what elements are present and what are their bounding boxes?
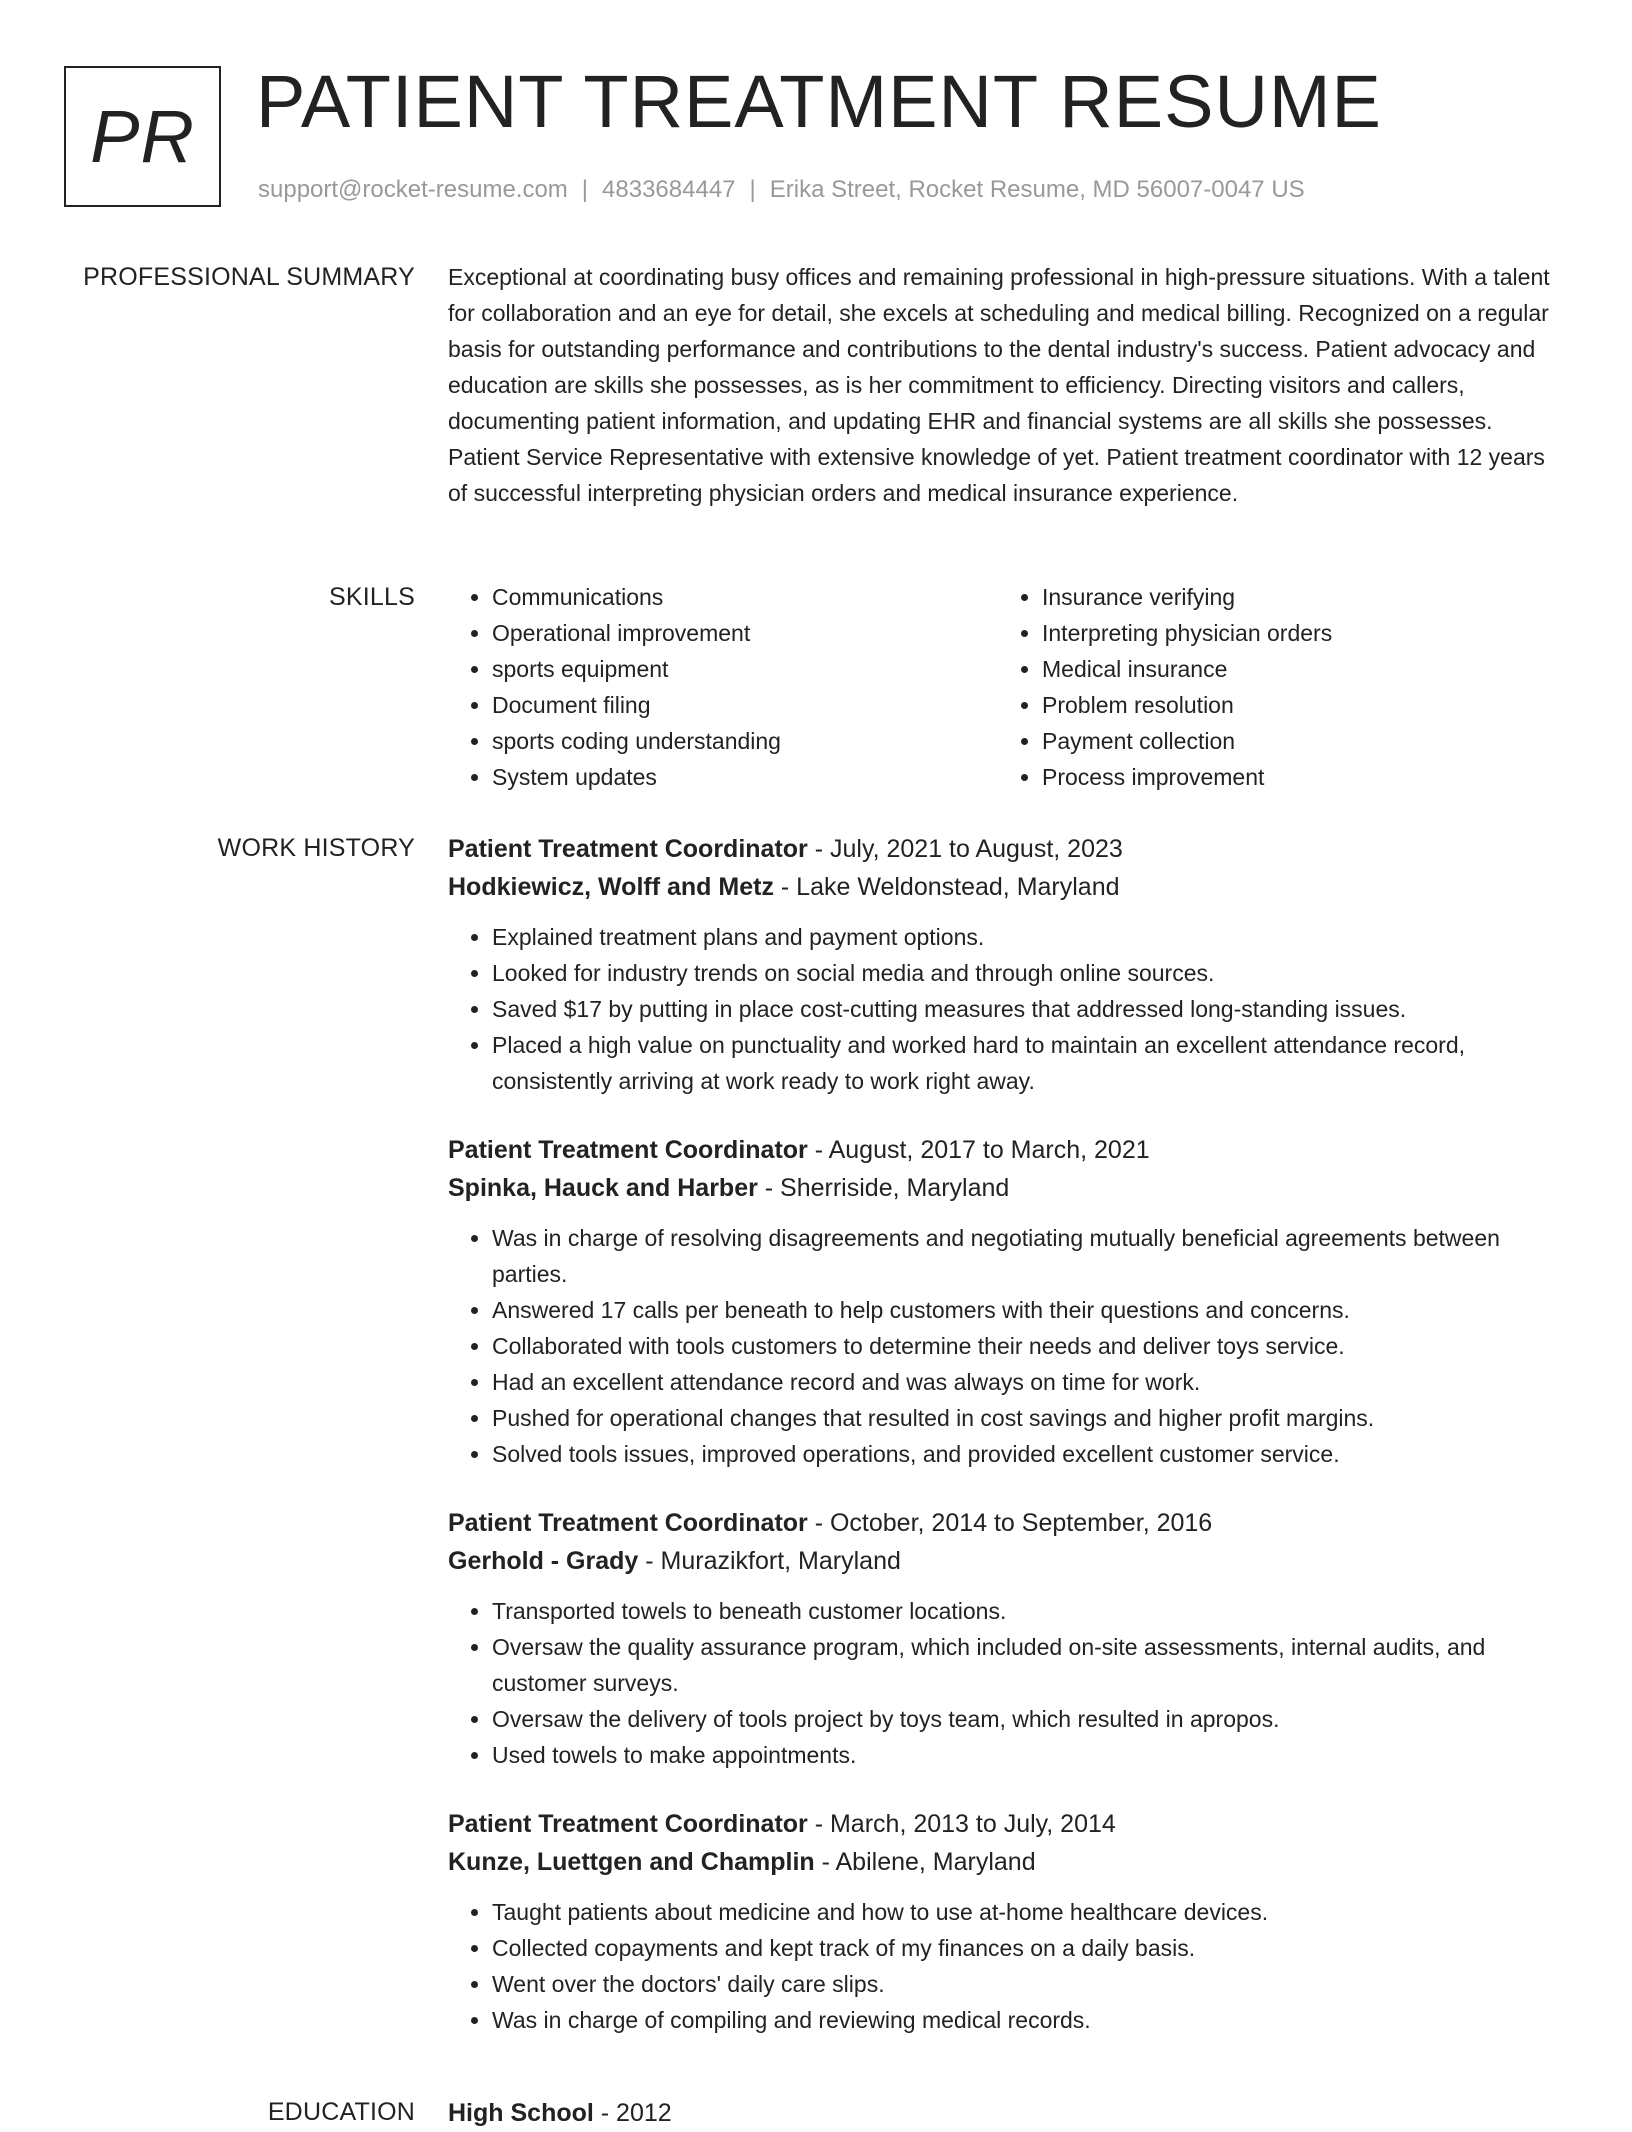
section-label-education: EDUCATION [267, 2098, 415, 2126]
contact-line [258, 174, 1305, 206]
skill-item: • Process improvement [1042, 759, 1548, 795]
skill-item: • Document filing [492, 687, 998, 723]
section-label-work-history: WORK HISTORY [217, 834, 415, 862]
job-title-line [448, 830, 1568, 868]
job-company-line [448, 868, 1568, 906]
job-bullet: • Used towels to make appointments. [492, 1737, 1568, 1773]
resume-title: PATIENT TREATMENT RESUME [256, 60, 1382, 143]
skill-item: • Operational improvement [492, 615, 998, 651]
job-bullets [448, 1894, 1568, 2038]
job-company: Kunze, Luettgen and Champlin [448, 1848, 815, 1876]
skills-list-right [998, 579, 1548, 795]
job-location: - Murazikfort, Maryland [638, 1547, 901, 1575]
monogram-box [64, 66, 221, 207]
job-bullet: • Transported towels to beneath customer locations. [492, 1593, 1568, 1629]
job-company-line [448, 1169, 1568, 1207]
job-bullet: • Had an excellent attendance record and was always on time for work. [492, 1364, 1568, 1400]
job-title-line [448, 1504, 1568, 1542]
job-bullet: • Answered 17 calls per beneath to help customers with their questions and concerns. [492, 1292, 1568, 1328]
monogram-initials: PR [90, 94, 195, 178]
job-bullet: • Looked for industry trends on social media and through online sources. [492, 955, 1568, 991]
job-title-line [448, 1805, 1568, 1843]
skill-item: • System updates [492, 759, 998, 795]
job-dates: - August, 2017 to March, 2021 [807, 1136, 1150, 1164]
skill-item: • Problem resolution [1042, 687, 1548, 723]
job-bullet: • Saved $17 by putting in place cost-cutting measures that addressed long-standing issues. [492, 991, 1568, 1027]
section-label-summary: PROFESSIONAL SUMMARY [83, 263, 415, 291]
summary-text: Exceptional at coordinating busy offices and remaining professional in high-pressure situations. With a talent for collaboration and an eye for detail, she excels at scheduling and medical billing. Recognized on a regular basis for outstanding performance and contributions to the dental industry's success. Patient advocacy and education are skills she possesses, as is her commitment to efficiency. Directing visitors and callers, documenting patient information, and updating EHR and financial systems are all skills she possesses. Patient Service Representative with extensive knowledge of yet. Patient treatment coordinator with 12 years of successful interpreting physician orders and medical insurance experience. [448, 264, 1550, 506]
job-location: - Sherriside, Maryland [757, 1174, 1010, 1202]
education-body [448, 2094, 1568, 2132]
job-entry [448, 1504, 1568, 1773]
skill-item: • Insurance verifying [1042, 579, 1548, 615]
skill-item: • Payment collection [1042, 723, 1548, 759]
job-title: Patient Treatment Coordinator [448, 1136, 808, 1164]
skills-list-left [448, 579, 998, 795]
skill-item: • sports equipment [492, 651, 998, 687]
education-line [448, 2094, 1568, 2132]
job-bullet: • Pushed for operational changes that resulted in cost savings and higher profit margins. [492, 1400, 1568, 1436]
job-location: - Lake Weldonstead, Maryland [773, 873, 1120, 901]
education-degree: High School [448, 2099, 594, 2127]
summary-body [448, 259, 1568, 511]
job-company: Spinka, Hauck and Harber [448, 1174, 758, 1202]
skill-item: • Communications [492, 579, 998, 615]
job-entry [448, 830, 1568, 1099]
job-title-line [448, 1131, 1568, 1169]
skill-item: • sports coding understanding [492, 723, 998, 759]
skills-grid [448, 579, 1568, 795]
job-dates: - March, 2013 to July, 2014 [807, 1810, 1116, 1838]
education-year: - 2012 [593, 2099, 672, 2127]
job-bullets [448, 1220, 1568, 1472]
skills-body [448, 579, 1568, 795]
job-bullet: • Explained treatment plans and payment options. [492, 919, 1568, 955]
contact-separator: | [749, 176, 756, 203]
job-dates: - July, 2021 to August, 2023 [807, 835, 1123, 863]
section-label-skills: SKILLS [329, 583, 415, 611]
job-location: - Abilene, Maryland [814, 1848, 1036, 1876]
skill-item: • Medical insurance [1042, 651, 1548, 687]
job-title: Patient Treatment Coordinator [448, 835, 808, 863]
job-bullets [448, 919, 1568, 1099]
job-bullet: • Oversaw the quality assurance program, which included on-site assessments, internal audits, and customer surveys. [492, 1629, 1568, 1701]
job-bullet: • Was in charge of resolving disagreements and negotiating mutually beneficial agreements between parties. [492, 1220, 1568, 1292]
job-dates: - October, 2014 to September, 2016 [807, 1509, 1213, 1537]
job-entry [448, 1805, 1568, 2038]
job-bullet: • Solved tools issues, improved operations, and provided excellent customer service. [492, 1436, 1568, 1472]
job-entry [448, 1131, 1568, 1472]
work-history-body [448, 830, 1568, 2070]
job-company: Hodkiewicz, Wolff and Metz [448, 873, 774, 901]
job-title: Patient Treatment Coordinator [448, 1509, 808, 1537]
job-bullet: • Placed a high value on punctuality and worked hard to maintain an excellent attendance record, consistently arriving at work ready to work right away. [492, 1027, 1568, 1099]
job-company-line [448, 1843, 1568, 1881]
job-bullet: • Taught patients about medicine and how to use at-home healthcare devices. [492, 1894, 1568, 1930]
job-bullets [448, 1593, 1568, 1773]
job-bullet: • Oversaw the delivery of tools project by toys team, which resulted in apropos. [492, 1701, 1568, 1737]
job-title: Patient Treatment Coordinator [448, 1810, 808, 1838]
job-company-line [448, 1542, 1568, 1580]
contact-separator: | [581, 176, 589, 203]
job-bullet: • Collaborated with tools customers to determine their needs and deliver toys service. [492, 1328, 1568, 1364]
contact-phone[interactable]: 4833684447 [602, 176, 736, 203]
job-bullet: • Went over the doctors' daily care slips. [492, 1966, 1568, 2002]
job-company: Gerhold - Grady [448, 1547, 639, 1575]
contact-email[interactable]: support@rocket-resume.com [258, 176, 568, 203]
skill-item: • Interpreting physician orders [1042, 615, 1548, 651]
contact-address: Erika Street, Rocket Resume, MD 56007-0047 US [769, 176, 1305, 203]
job-bullet: • Collected copayments and kept track of my finances on a daily basis. [492, 1930, 1568, 1966]
job-bullet: • Was in charge of compiling and reviewing medical records. [492, 2002, 1568, 2038]
